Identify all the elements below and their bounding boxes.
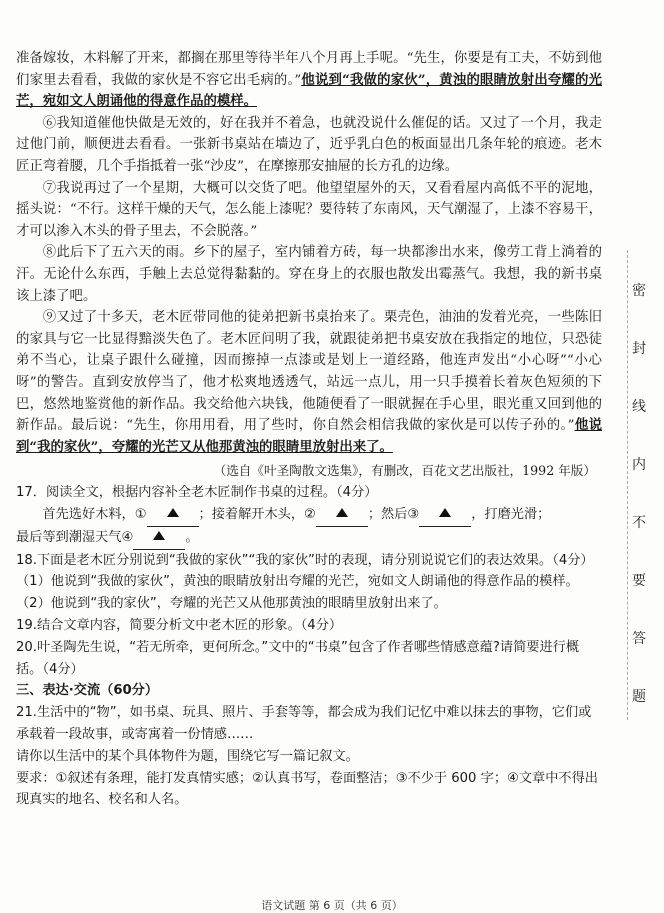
triangle-icon bbox=[153, 531, 165, 540]
q17-text-b: ；接着解开木头，② bbox=[198, 507, 316, 523]
passage-paragraph-9 bbox=[16, 307, 602, 458]
answer-blank-2[interactable] bbox=[316, 504, 368, 527]
question-20: 20.叶圣陶先生说，“若无所牵，更何所念。”文中的“书桌”包含了作者哪些情感意蕴?请简要进行概括。（4分） bbox=[16, 639, 580, 677]
triangle-icon bbox=[439, 508, 451, 517]
passage-paragraph-8: ⑧此后下了五六天的雨。乡下的屋子，室内铺着方砖，每一块都渗出水来，像劳工背上淌着的汗。无论什么东西，手触上去总觉得黏黏的。穿在身上的衣服也散发出霉蒸气。我想，我的新书桌该上漆了吧。 bbox=[16, 245, 602, 304]
question-18: 18.下面是老木匠分别说到“我做的家伙”“我的家伙”时的表现，请分别说说它们的表达效果。（4分） bbox=[16, 552, 594, 568]
seal-char: 不 bbox=[632, 515, 646, 531]
triangle-icon bbox=[336, 508, 348, 517]
question-19: 19.结合文章内容，简要分析文中老木匠的形象。（4分） bbox=[16, 618, 343, 634]
passage-source: （选自《叶圣陶散文选集》，有删改，百花文艺出版社，1992 年版） bbox=[213, 463, 596, 479]
seal-char: 要 bbox=[632, 573, 646, 589]
question-17-last-line bbox=[16, 527, 602, 550]
question-21-requirements: 要求：①叙述有条理，能打发真情实感；②认真书写，卷面整洁；③不少于 600 字；④文章中不得出现真实的地名、校名和人名。 bbox=[16, 770, 598, 808]
question-21: 21.生活中的“物”，如书桌、玩具、照片、手套等等，都会成为我们记忆中难以抹去的事物，它们或承载着一段故事，或寄寓着一份情感…… bbox=[16, 705, 592, 743]
page-footer: 语文试题 第 6 页（共 6 页） bbox=[261, 899, 403, 912]
q17-text-e: 最后等到潮湿天气④ bbox=[16, 529, 134, 545]
seal-char: 封 bbox=[632, 341, 646, 357]
exam-page bbox=[16, 48, 602, 811]
passage-paragraph-5 bbox=[16, 48, 602, 113]
answer-blank-3[interactable] bbox=[419, 504, 471, 527]
seal-char: 密 bbox=[632, 283, 646, 299]
question-21-task: 请你以生活中的某个具体物件为题，围绕它写一篇记叙文。 bbox=[16, 748, 359, 764]
triangle-icon bbox=[167, 508, 179, 517]
q17-text-c: ；然后③ bbox=[367, 507, 420, 523]
question-18-item-2: （2）他说到“我的家伙”，夸耀的光芒又从他那黄浊的眼睛里放射出来了。 bbox=[16, 596, 447, 612]
underlined-sentence-1: 他说到“我做的家伙”，黄浊的眼睛放射出夸耀的光芒，宛如文人朗诵他的得意作品的模样。 bbox=[16, 71, 602, 110]
q17-text-d: ，打磨光滑； bbox=[471, 507, 551, 523]
seal-char: 线 bbox=[632, 399, 646, 415]
q17-text-a: 首先选好木料，① bbox=[42, 507, 147, 523]
section-3-title: 三、表达·交流（60分） bbox=[16, 683, 159, 699]
answer-blank-1[interactable] bbox=[147, 504, 199, 527]
seal-char: 题 bbox=[632, 689, 646, 705]
seal-line-notice bbox=[628, 262, 650, 726]
underlined-sentence-2: 他说到“我的家伙”，夸耀的光芒又从他那黄浊的眼睛里放射出来了。 bbox=[16, 417, 602, 455]
seal-char: 内 bbox=[632, 457, 646, 473]
passage-paragraph-7: ⑦我说再过了一个星期，大概可以交货了吧。他望望屋外的天，又看看屋内高低不平的泥地，摇头说：“不行。这样干燥的天气，怎么能上漆呢？要待转了东南风，天气潮湿了，上漆不容易干，才可以渗入木头的骨子里去，不会脱落。” bbox=[16, 180, 602, 239]
question-17: 17．阅读全文，根据内容补全老木匠制作书桌的过程。（4分） bbox=[16, 485, 378, 501]
q17-text-end: 。 bbox=[185, 529, 199, 545]
question-17-blanks bbox=[16, 504, 602, 527]
paragraph-text: 准备嫁妆，木料解了开来，都搁在那里等待半年八个月再上手呢。“先生，你要是有工夫，不妨到他们家里去看看，我做的家伙是不容它出毛病的。” bbox=[16, 51, 602, 88]
passage-paragraph-6: ⑥我知道催他快做是无效的，好在我并不着急，也就没说什么催促的话。又过了一个月，我走过他门前，顺便进去看看。一张新书桌站在墙边了，近乎乳白色的板面显出几条年轮的痕迹。老木匠正弯着腰，几个手指抵着一张“沙皮”，在摩擦那安抽屉的长方孔的边缘。 bbox=[16, 115, 602, 174]
seal-char: 答 bbox=[632, 631, 646, 647]
paragraph-text: ⑨又过了十多天，老木匠带同他的徒弟把新书桌抬来了。栗壳色，油油的发着光亮，一些陈旧的家具与它一比显得黯淡失色了。老木匠问明了我，就跟徒弟把书桌安放在我指定的地位，只恐徒弟不当心，让桌子跟什么碰撞，因而擦掉一点漆或是划上一道经路，他连声发出“小心呀”“小心呀”的警告。直到安放停当了，他才松爽地透透气，站远一点儿，用一只手摸着长着灰色短须的下巴，悠然地鉴赏他的新作品。我交给他六块钱，他随便看了一眼就握在手心里，眼光重又回到他的新作品。最后说：“先生，你用用看，用了些时，你自然会相信我做的家伙是可以传子孙的。” bbox=[16, 310, 602, 434]
answer-blank-4[interactable] bbox=[133, 527, 185, 550]
question-18-item-1: （1）他说到“我做的家伙”，黄浊的眼睛放射出夸耀的光芒，宛如文人朗诵他的得意作品的模样。 bbox=[16, 574, 579, 590]
